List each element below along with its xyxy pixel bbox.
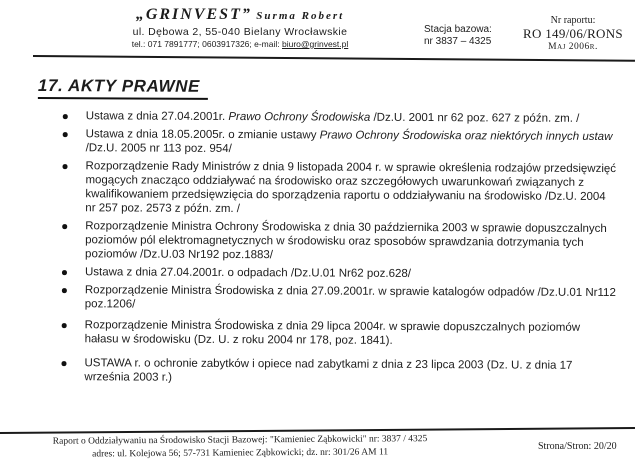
section-title: 17. AKTY PRAWNE xyxy=(38,76,208,100)
legal-act-item: Rozporządzenie Ministra Środowiska z dnia 29 lipca 2004r. w sprawie dopuszczalnych poziomów hałasu w środowisku (Dz. U. z roku 2004 nr 178, poz. 1841). xyxy=(85,318,617,349)
legal-act-item: Ustawa z dnia 27.04.2001r. o odpadach /Dz.U.01 Nr62 poz.628/ xyxy=(85,265,617,282)
station-info xyxy=(424,24,492,47)
company-owner: Surma Robert xyxy=(256,10,345,22)
company-phone: tel.: 071 7891777; 0603917326; e-mail: xyxy=(131,39,280,49)
footer-line2: adres: ul. Kolejowa 56; 57-731 Kamieniec Ząbkowicki; dz. nr: 301/26 AM 11 xyxy=(92,447,389,460)
footer-report-info xyxy=(15,433,465,462)
report-date: Maj 2006r. xyxy=(548,42,598,52)
company-name: „GRINVEST” xyxy=(135,6,252,23)
legal-act-item: Rozporządzenie Ministra Środowiska z dnia 27.09.2001r. w sprawie katalogów odpadów /Dz.U.01 Nr112 poz.1206/ xyxy=(85,283,617,314)
report-info xyxy=(514,15,632,52)
legal-acts-list xyxy=(84,109,617,387)
legal-act-item: Ustawa z dnia 27.04.2001r. Prawo Ochrony Środowiska /Dz.U. 2001 nr 62 poz. 627 z późn. zm. / xyxy=(86,109,618,126)
station-number: nr 3837 – 4325 xyxy=(424,35,492,47)
company-name-line xyxy=(95,6,385,24)
company-email: biuro@grinvest.pl xyxy=(282,39,349,49)
legal-act-item: Rozporządzenie Rady Ministrów z dnia 9 listopada 2004 r. w sprawie określenia rodzajów przedsięwzięć mogących znacząco oddziaływać na środowisko oraz szczegółowych uwarunkowań związanych z kwalifikowaniem przedsięwzięcia do sporządzenia raportu o oddziaływaniu na środowisko /Dz.U. 2004 nr 257 poz. 2573 z późn. zm. / xyxy=(85,159,617,218)
legal-act-item: Ustawa z dnia 18.05.2005r. o zmianie ustawy Prawo Ochrony Środowiska oraz niektórych innych ustaw /Dz.U. 2005 nr 113 poz. 954/ xyxy=(86,127,618,158)
header-divider-line xyxy=(33,55,635,62)
page-number: Strona/Stron: 20/20 xyxy=(538,441,617,452)
company-contact xyxy=(95,39,385,49)
company-address: ul. Dębowa 2, 55-040 Bielany Wrocławskie xyxy=(132,26,348,38)
report-number: RO 149/06/RONS xyxy=(523,26,623,41)
report-number-label: Nr raportu: xyxy=(550,15,596,26)
footer-line1: Raport o Oddziaływaniu na Środowisko Stacji Bazowej: "Kamieniec Ząbkowicki" nr: 3837 / 4325 xyxy=(52,434,428,447)
company-header xyxy=(95,6,385,49)
legal-act-item: USTAWA r. o ochronie zabytków i opiece nad zabytkami z dnia z 23 lipca 2003 (Dz. U. z dnia 17 września 2003 r.) xyxy=(84,356,616,387)
legal-act-item: Rozporządzenie Ministra Ochrony Środowiska z dnia 30 października 2003 w sprawie dopuszczalnych poziomów pól elektromagnetycznych w środowisku oraz sposobów sprawdzania dotrzymania tych poziomów /Dz.U.03 Nr192 poz.1883/ xyxy=(85,219,617,264)
station-label: Stacja bazowa: xyxy=(424,24,492,35)
document-body xyxy=(36,76,623,391)
